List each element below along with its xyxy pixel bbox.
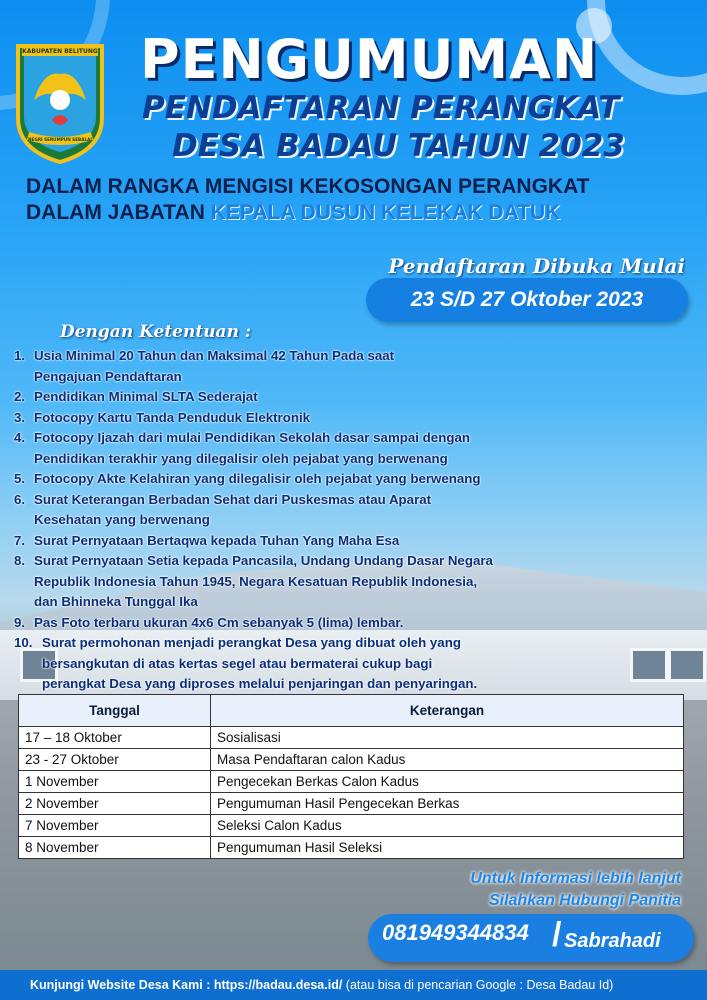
table-row (19, 749, 684, 771)
table-row (19, 815, 684, 837)
list-item-number: 1. (14, 348, 26, 363)
list-item-text: Kesehatan yang berwenang (34, 512, 210, 527)
column-header-description: Keterangan (211, 695, 684, 727)
list-item (14, 449, 684, 470)
list-item-text: Pengajuan Pendaftaran (34, 368, 182, 384)
description-cell: Pengumuman Hasil Seleksi (211, 837, 684, 859)
list-item (14, 633, 684, 654)
list-item (14, 592, 684, 613)
logo-bottom-text: NEGRI SERUMPUN SEBALAI (28, 137, 92, 142)
list-item-number: 7. (14, 532, 26, 548)
date-cell: 17 – 18 Oktober (19, 727, 211, 749)
list-item (14, 346, 684, 367)
list-item-text: Fotocopy Ijazah dari mulai Pendidikan Sekolah dasar sampai dengan (34, 430, 470, 445)
purpose-line-1: DALAM RANGKA MENGISI KEKOSONGAN PERANGKAT (26, 175, 590, 198)
list-item-number: 6. (14, 491, 26, 507)
table-row (19, 793, 684, 815)
requirements-list (14, 346, 684, 695)
list-item (14, 551, 684, 572)
footer (0, 970, 707, 1000)
table-row (19, 771, 684, 793)
list-item-number: 3. (14, 409, 26, 425)
list-item-text: dan Bhinneka Tunggal Ika (34, 594, 198, 609)
list-item-text: Surat Keterangan Berbadan Sehat dari Puskesmas atau Aparat (34, 491, 432, 507)
list-item (14, 428, 684, 449)
list-item-text: Surat permohonan menjadi perangkat Desa yang dibuat oleh yang (42, 635, 461, 650)
list-item (14, 674, 684, 695)
schedule-table (18, 694, 684, 859)
registration-dates-badge (366, 278, 688, 322)
requirements-heading: Dengan Ketentuan : (60, 322, 252, 342)
list-item-text: Pendidikan Minimal SLTA Sederajat (34, 389, 258, 404)
registration-label: Pendaftaran Dibuka Mulai (388, 254, 685, 278)
logo-top-text: KABUPATEN BELITUNG (22, 48, 98, 55)
list-item (14, 367, 684, 388)
purpose-prefix: DALAM JABATAN (26, 201, 205, 224)
table-row (19, 727, 684, 749)
list-item (14, 531, 684, 552)
list-item (14, 408, 684, 429)
list-item (14, 510, 684, 531)
list-item-number: 4. (14, 430, 26, 445)
website-link[interactable]: Kunjungi Website Desa Kami : https://badau.desa.id/ (30, 978, 343, 992)
list-item-number: 10. (14, 635, 33, 650)
list-item-text: Pendidikan terakhir yang dilegalisir oleh pejabat yang berwenang (34, 450, 448, 466)
list-item-text: Surat Pernyataan Setia kepada Pancasila, Undang Undang Dasar Negara (34, 553, 493, 568)
list-item (14, 387, 684, 408)
list-item (14, 572, 684, 593)
table-row (19, 837, 684, 859)
date-cell: 7 November (19, 815, 211, 837)
registration-dates: 23 S/D 27 Oktober 2023 (410, 288, 644, 311)
date-cell: 8 November (19, 837, 211, 859)
list-item-number: 5. (14, 471, 26, 486)
subtitle-line-2: DESA BADAU TAHUN 2023 (172, 128, 625, 164)
contact-separator: / (552, 916, 562, 954)
purpose-line-2 (26, 201, 560, 225)
contact-name: Sabrahadi (564, 930, 661, 952)
description-cell: Pengumuman Hasil Pengecekan Berkas (211, 793, 684, 815)
contact-info-line-1: Untuk Informasi lebih lanjut (470, 870, 681, 887)
list-item (14, 490, 684, 511)
date-cell: 1 November (19, 771, 211, 793)
list-item-number: 9. (14, 614, 26, 630)
date-cell: 23 - 27 Oktober (19, 749, 211, 771)
contact-info-line-2: Silahkan Hubungi Panitia (488, 892, 681, 909)
date-cell: 2 November (19, 793, 211, 815)
regency-emblem-logo (14, 40, 106, 164)
column-header-date: Tanggal (19, 695, 211, 727)
description-cell: Sosialisasi (211, 727, 684, 749)
position-name: KEPALA DUSUN KELEKAK DATUK (210, 201, 561, 224)
list-item (14, 654, 684, 675)
phone-number[interactable]: 081949344834 (382, 920, 529, 945)
description-cell: Seleksi Calon Kadus (211, 815, 684, 837)
list-item (14, 613, 684, 634)
list-item-number: 2. (14, 389, 26, 404)
list-item-text: Surat Pernyataan Bertaqwa kepada Tuhan Yang Maha Esa (34, 532, 400, 548)
list-item-text: Pas Foto terbaru ukuran 4x6 Cm sebanyak 5 (lima) lembar. (34, 614, 404, 630)
table-header-row (19, 695, 684, 727)
list-item-number: 8. (14, 553, 26, 568)
list-item-text: Fotocopy Akte Kelahiran yang dilegalisir oleh pejabat yang berwenang (34, 471, 481, 486)
description-cell: Masa Pendaftaran calon Kadus (211, 749, 684, 771)
list-item-text: Fotocopy Kartu Tanda Penduduk Elektronik (34, 409, 311, 425)
page-title: PENGUMUMAN (140, 28, 599, 91)
description-cell: Pengecekan Berkas Calon Kadus (211, 771, 684, 793)
footer-note: (atau bisa di pencarian Google : Desa Badau Id) (345, 978, 614, 992)
subtitle-line-1: PENDAFTARAN PERANGKAT (142, 90, 620, 126)
list-item-text: Usia Minimal 20 Tahun dan Maksimal 42 Tahun Pada saat (34, 348, 395, 363)
list-item (14, 469, 684, 490)
list-item-text: bersangkutan di atas kertas segel atau bermaterai cukup bagi (42, 655, 433, 671)
list-item-text: perangkat Desa yang diproses melalui penjaringan dan penyaringan. (42, 676, 478, 691)
list-item-text: Republik Indonesia Tahun 1945, Negara Kesatuan Republik Indonesia, (34, 573, 478, 589)
contact-badge (368, 914, 694, 962)
